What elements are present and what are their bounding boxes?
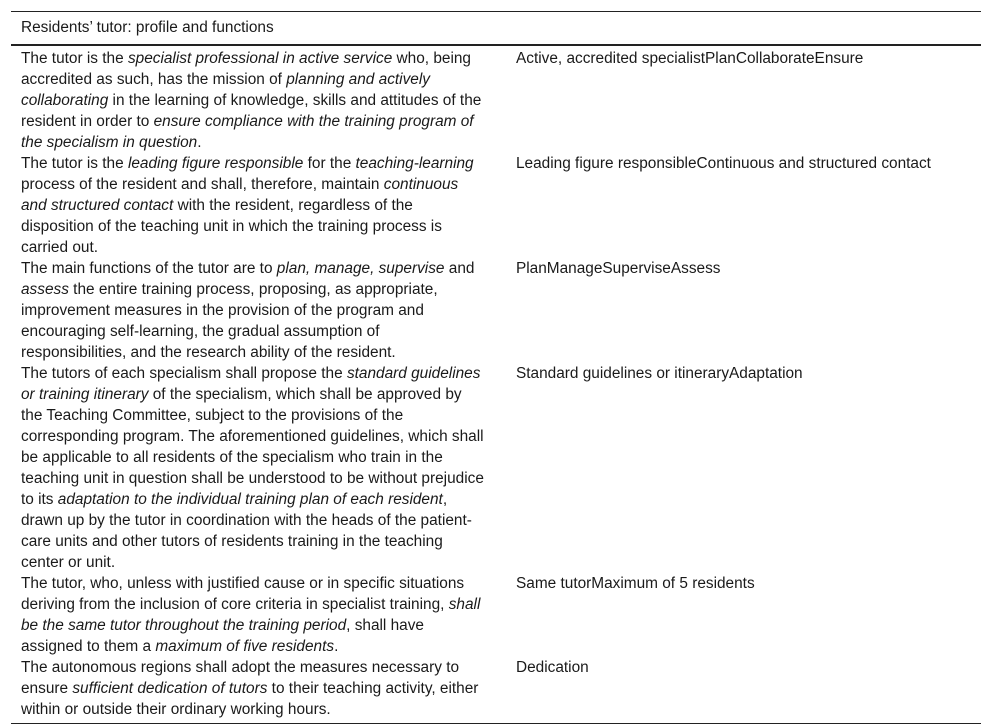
description-text: The tutor, who, unless with justified cause or in specific situations deriving from the inclusion of core criteria in specialist training, [21, 575, 465, 613]
table-row [11, 45, 981, 153]
description-text: The tutors of each specialism shall propose the [21, 365, 347, 382]
emphasized-text: adaptation to the individual training plan of each resident [57, 491, 443, 508]
emphasized-text: planning and actively collaborating [21, 71, 430, 109]
row-keywords: Leading figure responsibleContinuous and structured contact [516, 155, 931, 172]
table-header [11, 12, 981, 46]
emphasized-text: shall be the same tutor throughout the training period [21, 596, 481, 634]
row-keywords: PlanManageSuperviseAssess [516, 260, 721, 277]
description-text: the entire training process, proposing, as appropriate, improvement measures in the provision of the program and encouraging self-learning, the gradual assumption of responsibilities, and the research ability of the resident. [21, 281, 438, 361]
emphasized-text: assess [21, 281, 69, 298]
row-description [11, 657, 496, 724]
row-description [11, 573, 496, 657]
description-text: to their teaching activity, either within or outside their ordinary working hours. [21, 680, 479, 718]
row-description [11, 258, 496, 363]
description-text: process of the resident and shall, therefore, maintain [21, 176, 384, 193]
description-text: of the specialism, which shall be approved by the Teaching Committee, subject to the provisions of the corresponding program. The aforementioned guidelines, which shall be applicable to all residents of the specialism who train in the teaching unit in question shall be understood to be without prejudice to its [21, 386, 484, 508]
description-text: , shall have assigned to them a [21, 617, 424, 655]
description-text: . [334, 638, 339, 655]
description-text: The tutor is the [21, 50, 128, 67]
emphasized-text: teaching-learning [355, 155, 474, 172]
table-row [11, 657, 981, 724]
description-text: The main functions of the tutor are to [21, 260, 277, 277]
table-row [11, 363, 981, 573]
emphasized-text: sufficient dedication of tutors [72, 680, 268, 697]
table-body [11, 45, 981, 724]
description-text: with the resident, regardless of the disposition of the teaching unit in which the training process is carried out. [21, 197, 442, 256]
table-row [11, 573, 981, 657]
description-text: for the [303, 155, 356, 172]
table-title: Residents’ tutor: profile and functions [21, 19, 274, 36]
tutor-profile-table [11, 11, 981, 724]
row-description [11, 153, 496, 258]
row-description [11, 45, 496, 153]
description-text: , drawn up by the tutor in coordination with the heads of the patient-care units and other tutors of residents training in the teaching center or unit. [21, 491, 472, 571]
row-keywords: Same tutorMaximum of 5 residents [516, 575, 755, 592]
emphasized-text: plan, manage, supervise [276, 260, 445, 277]
table-header-row [11, 12, 981, 46]
description-text: . [197, 134, 202, 151]
description-text: in the learning of knowledge, skills and attitudes of the resident in order to [21, 92, 482, 130]
table-row [11, 258, 981, 363]
table-row [11, 153, 981, 258]
description-text: who, being accredited as such, has the mission of [21, 50, 471, 88]
row-keywords: Standard guidelines or itineraryAdaptation [516, 365, 803, 382]
description-text: The tutor is the [21, 155, 128, 172]
emphasized-text: ensure compliance with the training program of the specialism in question [21, 113, 474, 151]
emphasized-text: standard guidelines or training itinerary [21, 365, 481, 403]
emphasized-text: continuous and structured contact [21, 176, 459, 214]
emphasized-text: specialist professional in active service [127, 50, 393, 67]
row-keywords: Dedication [516, 659, 589, 676]
description-text: and [444, 260, 475, 277]
description-text: The autonomous regions shall adopt the measures necessary to ensure [21, 659, 460, 697]
tutor-profile-table-container [11, 11, 981, 724]
row-description [11, 363, 496, 573]
emphasized-text: leading figure responsible [127, 155, 304, 172]
emphasized-text: maximum of five residents [155, 638, 335, 655]
row-keywords: Active, accredited specialistPlanCollaborateEnsure [516, 50, 864, 67]
